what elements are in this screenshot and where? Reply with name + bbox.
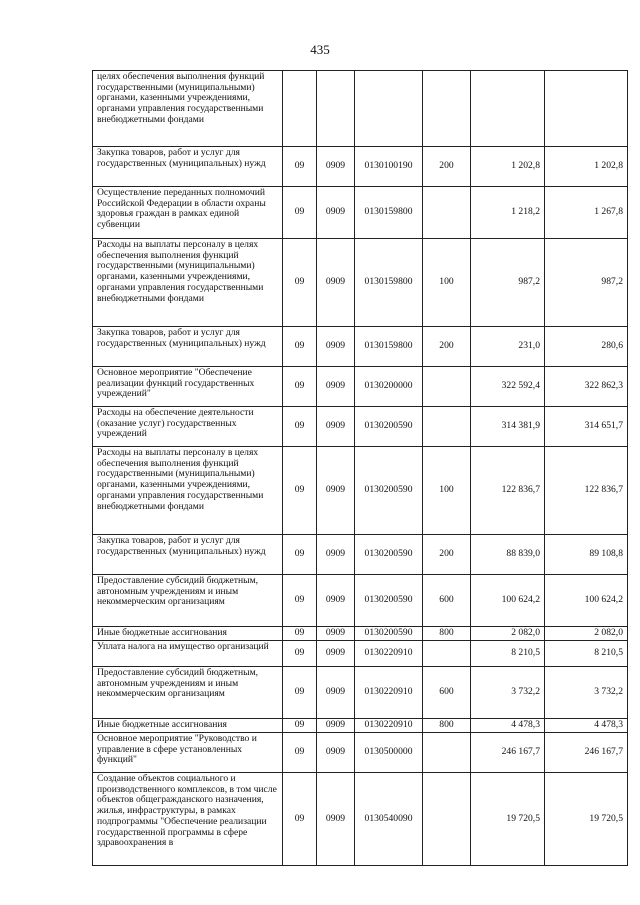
amount-second-year-cell: 1 202,8 (545, 147, 628, 187)
amount-first-year-cell: 231,0 (471, 327, 545, 367)
target-article-code-cell: 0130200590 (355, 627, 423, 641)
amount-first-year-cell: 88 839,0 (471, 535, 545, 575)
expense-type-code-cell: 800 (423, 627, 471, 641)
subsection-code-cell: 0909 (317, 407, 355, 447)
target-article-code-cell: 0130200590 (355, 535, 423, 575)
subsection-code-cell: 0909 (317, 239, 355, 327)
target-article-code-cell: 0130159800 (355, 327, 423, 367)
target-article-code-cell: 0130200590 (355, 447, 423, 535)
subsection-code-cell: 0909 (317, 641, 355, 667)
target-article-code-cell: 0130200590 (355, 407, 423, 447)
item-name-cell: Предоставление субсидий бюджетным, автономным учреждениям и иным некоммерческим организациям (93, 667, 283, 719)
item-name-cell: Закупка товаров, работ и услуг для государственных (муниципальных) нужд (93, 147, 283, 187)
amount-first-year-cell: 8 210,5 (471, 641, 545, 667)
expense-type-code-cell (423, 773, 471, 866)
amount-first-year-cell: 3 732,2 (471, 667, 545, 719)
section-code-cell: 09 (283, 773, 317, 866)
amount-first-year-cell: 1 202,8 (471, 147, 545, 187)
target-article-code-cell: 0130100190 (355, 147, 423, 187)
expense-type-code-cell: 100 (423, 239, 471, 327)
table-body (93, 71, 628, 866)
expense-type-code-cell (423, 641, 471, 667)
section-code-cell: 09 (283, 535, 317, 575)
amount-first-year-cell: 19 720,5 (471, 773, 545, 866)
subsection-code-cell: 0909 (317, 367, 355, 407)
amount-second-year-cell: 4 478,3 (545, 719, 628, 733)
amount-second-year-cell: 246 167,7 (545, 733, 628, 773)
amount-first-year-cell: 4 478,3 (471, 719, 545, 733)
item-name-cell: Закупка товаров, работ и услуг для государственных (муниципальных) нужд (93, 535, 283, 575)
target-article-code-cell: 0130200000 (355, 367, 423, 407)
amount-first-year-cell: 314 381,9 (471, 407, 545, 447)
target-article-code-cell: 0130540090 (355, 773, 423, 866)
amount-first-year-cell (471, 71, 545, 147)
expense-type-code-cell (423, 367, 471, 407)
expense-type-code-cell (423, 71, 471, 147)
table-row (93, 641, 628, 667)
section-code-cell: 09 (283, 187, 317, 239)
expense-type-code-cell: 600 (423, 667, 471, 719)
table-row (93, 733, 628, 773)
item-name-cell: Расходы на выплаты персоналу в целях обеспечения выполнения функций государственными (муниципальными) органами, казенными учреждениями, органами управления государственными внебюджетными фондами (93, 239, 283, 327)
table-row (93, 327, 628, 367)
item-name-cell: Осуществление переданных полномочий Российской Федерации в области охраны здоровья граждан в рамках единой субвенции (93, 187, 283, 239)
section-code-cell: 09 (283, 239, 317, 327)
target-article-code-cell: 0130500000 (355, 733, 423, 773)
amount-first-year-cell: 246 167,7 (471, 733, 545, 773)
amount-second-year-cell: 322 862,3 (545, 367, 628, 407)
subsection-code-cell: 0909 (317, 719, 355, 733)
subsection-code-cell: 0909 (317, 733, 355, 773)
table-row (93, 239, 628, 327)
subsection-code-cell: 0909 (317, 447, 355, 535)
subsection-code-cell: 0909 (317, 147, 355, 187)
section-code-cell: 09 (283, 627, 317, 641)
item-name-cell: Создание объектов социального и производственного комплексов, в том числе объектов общегражданского назначения, жилья, инфраструктуры, в рамках подпрограммы "Обеспечение реализации государственной программы в сфере здравоохранения в (93, 773, 283, 866)
amount-first-year-cell: 322 592,4 (471, 367, 545, 407)
target-article-code-cell: 0130200590 (355, 575, 423, 627)
amount-second-year-cell: 19 720,5 (545, 773, 628, 866)
item-name-cell: Закупка товаров, работ и услуг для государственных (муниципальных) нужд (93, 327, 283, 367)
section-code-cell: 09 (283, 641, 317, 667)
item-name-cell: Основное мероприятие "Обеспечение реализации функций государственных учреждений" (93, 367, 283, 407)
table-row (93, 575, 628, 627)
table-row (93, 187, 628, 239)
section-code-cell: 09 (283, 407, 317, 447)
subsection-code-cell: 0909 (317, 627, 355, 641)
target-article-code-cell: 0130159800 (355, 239, 423, 327)
table-row (93, 407, 628, 447)
amount-first-year-cell: 122 836,7 (471, 447, 545, 535)
table-row (93, 535, 628, 575)
amount-first-year-cell: 1 218,2 (471, 187, 545, 239)
expense-type-code-cell: 800 (423, 719, 471, 733)
section-code-cell: 09 (283, 719, 317, 733)
item-name-cell: целях обеспечения выполнения функций государственными (муниципальными) органами, казенными учреждениями, органами управления государственными внебюджетными фондами (93, 71, 283, 147)
table-row (93, 447, 628, 535)
table-row (93, 147, 628, 187)
item-name-cell: Иные бюджетные ассигнования (93, 719, 283, 733)
table-row (93, 773, 628, 866)
expense-type-code-cell: 600 (423, 575, 471, 627)
expense-type-code-cell (423, 733, 471, 773)
target-article-code-cell: 0130220910 (355, 719, 423, 733)
subsection-code-cell: 0909 (317, 575, 355, 627)
amount-second-year-cell: 89 108,8 (545, 535, 628, 575)
table-row (93, 719, 628, 733)
subsection-code-cell: 0909 (317, 187, 355, 239)
section-code-cell (283, 71, 317, 147)
subsection-code-cell (317, 71, 355, 147)
expense-type-code-cell: 200 (423, 535, 471, 575)
section-code-cell: 09 (283, 367, 317, 407)
section-code-cell: 09 (283, 327, 317, 367)
section-code-cell: 09 (283, 667, 317, 719)
amount-second-year-cell: 122 836,7 (545, 447, 628, 535)
item-name-cell: Расходы на выплаты персоналу в целях обеспечения выполнения функций государственными (муниципальными) органами, казенными учреждениями, органами управления государственными внебюджетными фондами (93, 447, 283, 535)
item-name-cell: Расходы на обеспечение деятельности (оказание услуг) государственных учреждений (93, 407, 283, 447)
expense-type-code-cell: 200 (423, 147, 471, 187)
item-name-cell: Иные бюджетные ассигнования (93, 627, 283, 641)
target-article-code-cell: 0130220910 (355, 667, 423, 719)
expense-type-code-cell (423, 407, 471, 447)
amount-second-year-cell: 2 082,0 (545, 627, 628, 641)
expense-type-code-cell: 200 (423, 327, 471, 367)
amount-first-year-cell: 100 624,2 (471, 575, 545, 627)
subsection-code-cell: 0909 (317, 667, 355, 719)
table-row (93, 667, 628, 719)
subsection-code-cell: 0909 (317, 773, 355, 866)
expense-type-code-cell (423, 187, 471, 239)
item-name-cell: Предоставление субсидий бюджетным, автономным учреждениям и иным некоммерческим организациям (93, 575, 283, 627)
budget-table (92, 70, 628, 866)
amount-second-year-cell: 8 210,5 (545, 641, 628, 667)
amount-second-year-cell: 280,6 (545, 327, 628, 367)
amount-second-year-cell: 987,2 (545, 239, 628, 327)
target-article-code-cell (355, 71, 423, 147)
amount-second-year-cell: 3 732,2 (545, 667, 628, 719)
expense-type-code-cell: 100 (423, 447, 471, 535)
target-article-code-cell: 0130159800 (355, 187, 423, 239)
section-code-cell: 09 (283, 733, 317, 773)
table-row (93, 367, 628, 407)
subsection-code-cell: 0909 (317, 327, 355, 367)
amount-second-year-cell: 100 624,2 (545, 575, 628, 627)
item-name-cell: Основное мероприятие "Руководство и управление в сфере установленных функций" (93, 733, 283, 773)
section-code-cell: 09 (283, 447, 317, 535)
page-number: 435 (310, 42, 330, 57)
amount-second-year-cell: 314 651,7 (545, 407, 628, 447)
table-row (93, 71, 628, 147)
target-article-code-cell: 0130220910 (355, 641, 423, 667)
section-code-cell: 09 (283, 147, 317, 187)
table-row (93, 627, 628, 641)
amount-first-year-cell: 987,2 (471, 239, 545, 327)
amount-second-year-cell: 1 267,8 (545, 187, 628, 239)
amount-first-year-cell: 2 082,0 (471, 627, 545, 641)
section-code-cell: 09 (283, 575, 317, 627)
item-name-cell: Уплата налога на имущество организаций (93, 641, 283, 667)
subsection-code-cell: 0909 (317, 535, 355, 575)
amount-second-year-cell (545, 71, 628, 147)
